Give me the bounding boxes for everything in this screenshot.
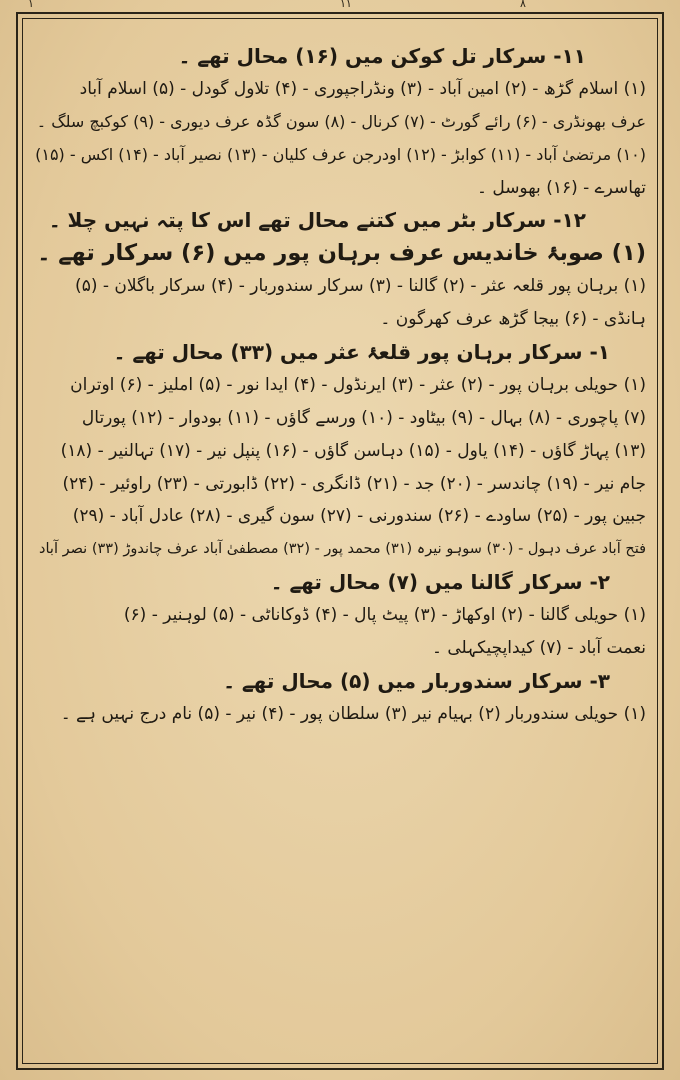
text-line: جام نیر - (۱۹) چاندسر - (۲۰) جد - (۲۱) ڈانگری - (۲۲) ڈابورتی - (۲۳) راوئیر - (۲۴)	[62, 473, 646, 494]
text-line: (۱) برہان پور قلعہ عثر - (۲) گالنا - (۳) سرکار سندوربار - (۴) سرکار باگلان - (۵)	[75, 276, 646, 297]
text-line: فتح آباد عرف دہول - (۳۰) سوہو نیرہ (۳۱) محمد پور - (۳۲) مصطفیٰ آباد عرف چاندوڑ (۳۳) نصر آباد	[39, 541, 646, 558]
text-line: (۱۳) پہاڑ گاؤں - (۱۴) یاول - (۱۵) دہاسن گاؤں - (۱۶) پنپل نیر - (۱۷) تہالنیر - (۱۸)	[60, 440, 646, 461]
province-title: (۱) صوبۂ خاندیس عرف برہان پور میں (۶) سرکار تھے ۔	[37, 240, 646, 267]
text-line: (۷) پاچوری - (۸) بہال - (۹) بیٹاود - (۱۰) ورسے گاؤں - (۱۱) بودوار - (۱۲) پورتال	[81, 407, 646, 428]
section-heading: ۱- سرکار برہان پور قلعۂ عثر میں (۳۳) محال تھے ۔	[113, 340, 610, 365]
text-line: عرف بھونڈری - (۶) رائے گورٹ - (۷) کرنال - (۸) سون گڈہ عرف دیوری - (۹) کوکبچ سلگ ۔	[36, 111, 646, 131]
top-edge-marks	[0, 0, 680, 12]
text-line: (۱) اسلام گڑھ - (۲) امین آباد - (۳) ونڈراجپوری - (۴) تلاول گودل - (۵) اسلام آباد	[79, 78, 646, 99]
text-line: ہانڈی - (۶) بیجا گڑھ عرف کھرگون ۔	[380, 309, 646, 330]
text-line: (۱) حویلی سندوربار (۲) بہیام نیر (۳) سلطان پور - (۴) نیر - (۵) نام درج نہیں ہے ۔	[60, 703, 646, 724]
text-line: نعمت آباد - (۷) کیداپچیکہلی ۔	[431, 638, 646, 659]
top-mark-middle: ۱۱	[340, 0, 352, 10]
text-block	[34, 40, 646, 731]
section-heading: ۱۲- سرکار بٹر میں کتنے محال تھے اس کا پتہ نہیں چلا ۔	[48, 208, 586, 233]
text-line: (۱) حویلی برہان پور - (۲) عثر - (۳) ایرنڈول - (۴) ایدا نور - (۵) املیز - (۶) اوتران	[70, 374, 646, 395]
text-line: تھاسرے - (۱۶) بھوسل ۔	[476, 177, 646, 198]
section-heading: ۱۱- سرکار تل کوکن میں (۱۶) محال تھے ۔	[178, 44, 586, 68]
text-line: (۱) حویلی گالنا - (۲) اوکھاڑ - (۳) پیٹ پال - (۴) ڈوکاناٹی - (۵) لوہنیر - (۶)	[123, 605, 646, 626]
top-mark-right: ۸	[520, 0, 526, 10]
section-heading: ۳- سرکار سندوربار میں (۵) محال تھے ۔	[223, 668, 610, 693]
text-line: (۱۰) مرتضیٰ آباد - (۱۱) کوابڑ - (۱۲) اودرجن عرف کلیان - (۱۳) نصیر آباد - (۱۴) اکس - (۱۵)	[35, 144, 646, 164]
section-heading: ۲- سرکار گالنا میں (۷) محال تھے ۔	[270, 570, 610, 595]
top-mark-left: ۱	[28, 0, 34, 10]
text-line: جبین پور - (۲۵) ساودے - (۲۶) سندورنی - (۲۷) سون گیری - (۲۸) عادل آباد - (۲۹)	[72, 506, 646, 527]
